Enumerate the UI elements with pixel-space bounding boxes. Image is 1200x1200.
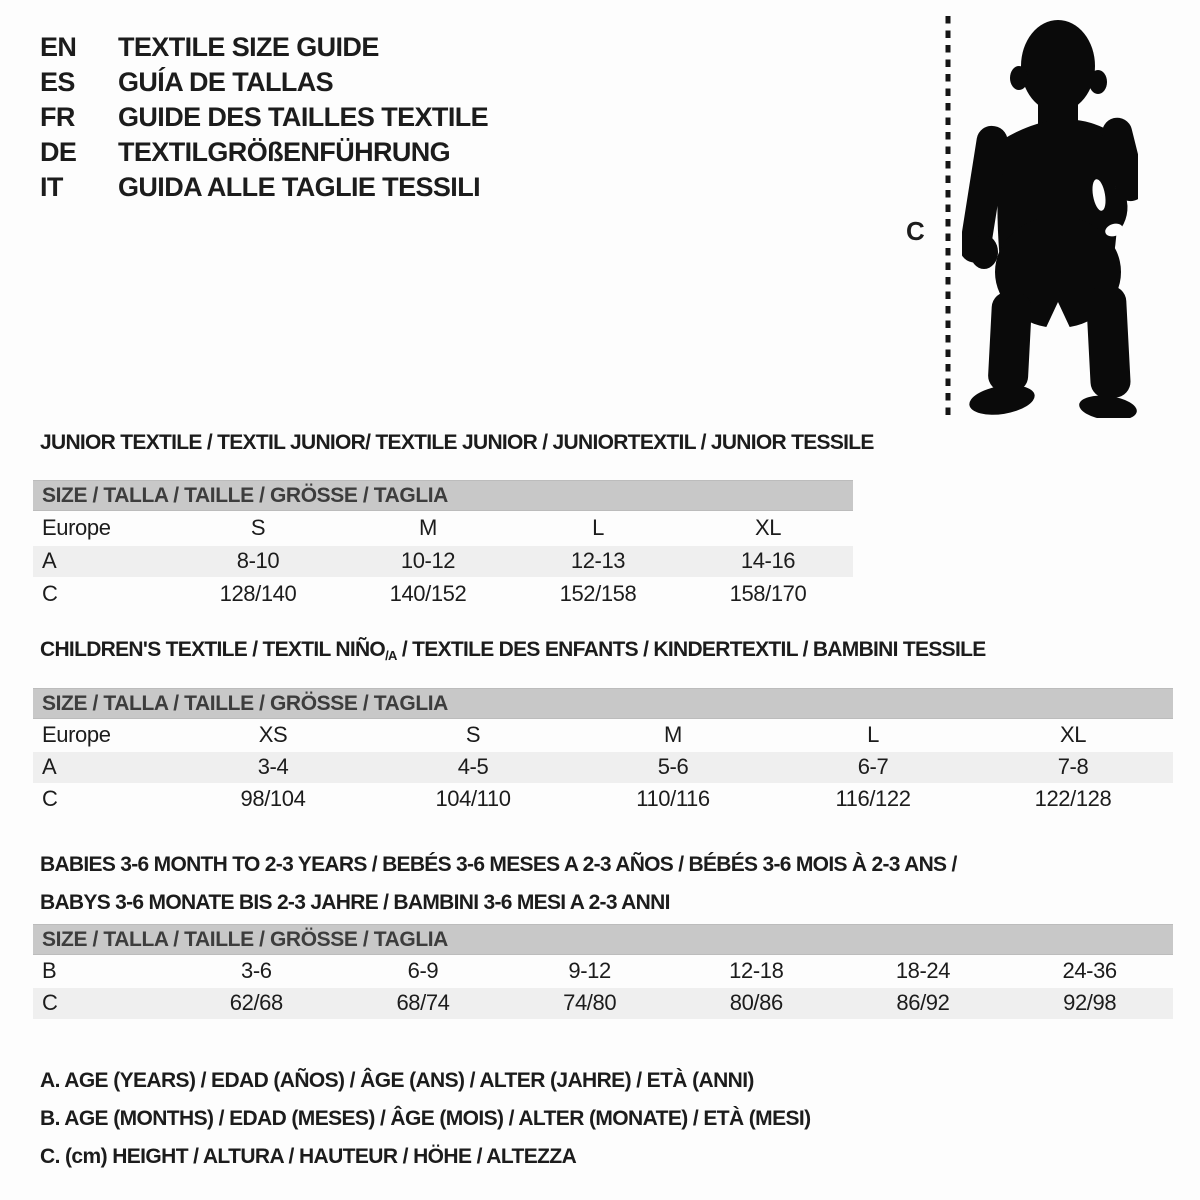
table-row-height (33, 577, 853, 612)
age-value: 7-8 (973, 752, 1173, 783)
height-measure-line (944, 16, 952, 416)
height-value: 110/116 (636, 786, 710, 811)
table-row-europe (33, 719, 1173, 752)
months-value: 9-12 (568, 958, 611, 984)
guide-title: GUIDE DES TAILLES TEXTILE (118, 102, 489, 132)
babies-size-table (33, 924, 1173, 1019)
guide-title: TEXTILE SIZE GUIDE (118, 32, 379, 62)
size-column-header: XL (754, 515, 782, 541)
size-column-header: S (250, 515, 266, 541)
language-row-es (40, 65, 488, 100)
language-row-en (40, 30, 488, 65)
legend-line-c: C. (cm) HEIGHT / ALTURA / HAUTEUR / HÖHE / ALTEZZA (40, 1145, 577, 1168)
language-code: IT (40, 172, 63, 202)
age-value: 12-13 (513, 546, 683, 577)
children-title-subscript: /A (385, 647, 397, 663)
age-value: 10-12 (343, 546, 513, 577)
row-label: C (33, 988, 173, 1019)
size-header-label: SIZE / TALLA / TAILLE / GRÖSSE / TAGLIA (33, 925, 1173, 955)
size-column-header: L (867, 722, 879, 748)
row-label: B (42, 958, 57, 984)
toddler-silhouette-image (962, 14, 1138, 418)
guide-title: GUÍA DE TALLAS (118, 67, 334, 97)
babies-title-line1: BABIES 3-6 MONTH TO 2-3 YEARS / BEBÉS 3-6 MESES A 2-3 AÑOS / BÉBÉS 3-6 MOIS À 2-3 ANS / (40, 853, 957, 876)
language-code: FR (40, 102, 75, 132)
language-row-de (40, 135, 488, 170)
height-value: 140/152 (389, 581, 467, 606)
legend-line-b: B. AGE (MONTHS) / EDAD (MESES) / ÂGE (MOIS) / ALTER (MONATE) / ETÀ (MESI) (40, 1107, 811, 1130)
age-value: 6-7 (773, 752, 973, 783)
size-header-label: SIZE / TALLA / TAILLE / GRÖSSE / TAGLIA (33, 481, 853, 511)
region-label: Europe (42, 515, 111, 541)
height-value: 152/158 (559, 581, 637, 606)
table-row-height (33, 783, 1173, 816)
measure-label-c: C (906, 216, 925, 246)
table-row-height (33, 988, 1173, 1019)
language-code: EN (40, 32, 77, 62)
height-value: 68/74 (340, 988, 507, 1019)
junior-section-title: JUNIOR TEXTILE / TEXTIL JUNIOR/ TEXTILE JUNIOR / JUNIORTEXTIL / JUNIOR TESSILE (40, 431, 874, 454)
months-value: 12-18 (729, 958, 784, 984)
children-title-part1: CHILDREN'S TEXTILE / TEXTIL NIÑO (40, 638, 386, 661)
language-row-fr (40, 100, 488, 135)
babies-title-line2: BABYS 3-6 MONATE BIS 2-3 JAHRE / BAMBINI 3-6 MESI A 2-3 ANNI (40, 891, 670, 914)
height-value: 128/140 (219, 581, 297, 606)
height-value: 80/86 (673, 988, 840, 1019)
guide-title: TEXTILGRÖßENFÜHRUNG (118, 137, 451, 167)
size-header-bar (33, 481, 853, 511)
height-value: 104/110 (435, 786, 511, 811)
size-header-bar (33, 689, 1173, 719)
region-label: Europe (42, 722, 111, 748)
guide-title: GUIDA ALLE TAGLIE TESSILI (118, 172, 480, 202)
row-label: C (42, 786, 58, 811)
size-header-label: SIZE / TALLA / TAILLE / GRÖSSE / TAGLIA (33, 689, 1173, 719)
table-row-age (33, 546, 853, 577)
table-row-months (33, 955, 1173, 988)
language-code: ES (40, 67, 75, 97)
age-value: 3-4 (173, 752, 373, 783)
age-value: 5-6 (573, 752, 773, 783)
months-value: 24-36 (1062, 958, 1117, 984)
junior-size-table (33, 480, 853, 612)
size-header-bar (33, 925, 1173, 955)
height-value: 122/128 (1034, 786, 1112, 811)
height-value: 74/80 (506, 988, 673, 1019)
height-value: 62/68 (173, 988, 340, 1019)
row-label: C (42, 581, 58, 606)
row-label: A (33, 546, 173, 577)
babies-section-title (40, 846, 957, 922)
table-row-europe (33, 511, 853, 546)
measure-legend (40, 1062, 811, 1176)
language-code: DE (40, 137, 77, 167)
size-column-header: XL (1059, 722, 1087, 748)
height-value: 98/104 (240, 786, 306, 811)
language-title-block (40, 30, 488, 205)
months-value: 6-9 (407, 958, 439, 984)
size-column-header: S (465, 722, 481, 748)
age-value: 4-5 (373, 752, 573, 783)
children-section-title (40, 637, 986, 664)
table-row-age (33, 752, 1173, 783)
height-value: 116/122 (835, 786, 911, 811)
months-value: 3-6 (241, 958, 272, 984)
height-value: 158/170 (729, 581, 807, 606)
row-label: A (33, 752, 173, 783)
age-value: 14-16 (683, 546, 853, 577)
months-value: 18-24 (895, 958, 951, 984)
size-column-header: M (664, 722, 682, 748)
age-value: 8-10 (173, 546, 343, 577)
language-row-it (40, 170, 488, 205)
children-title-part2: / TEXTILE DES ENFANTS / KINDERTEXTIL / BAMBINI TESSILE (396, 638, 986, 661)
height-value: 86/92 (840, 988, 1007, 1019)
size-column-header: M (419, 515, 437, 541)
height-value: 92/98 (1006, 988, 1173, 1019)
size-column-header: XS (258, 722, 288, 748)
children-size-table (33, 688, 1173, 816)
legend-line-a: A. AGE (YEARS) / EDAD (AÑOS) / ÂGE (ANS) / ALTER (JAHRE) / ETÀ (ANNI) (40, 1069, 754, 1092)
size-column-header: L (592, 515, 604, 541)
